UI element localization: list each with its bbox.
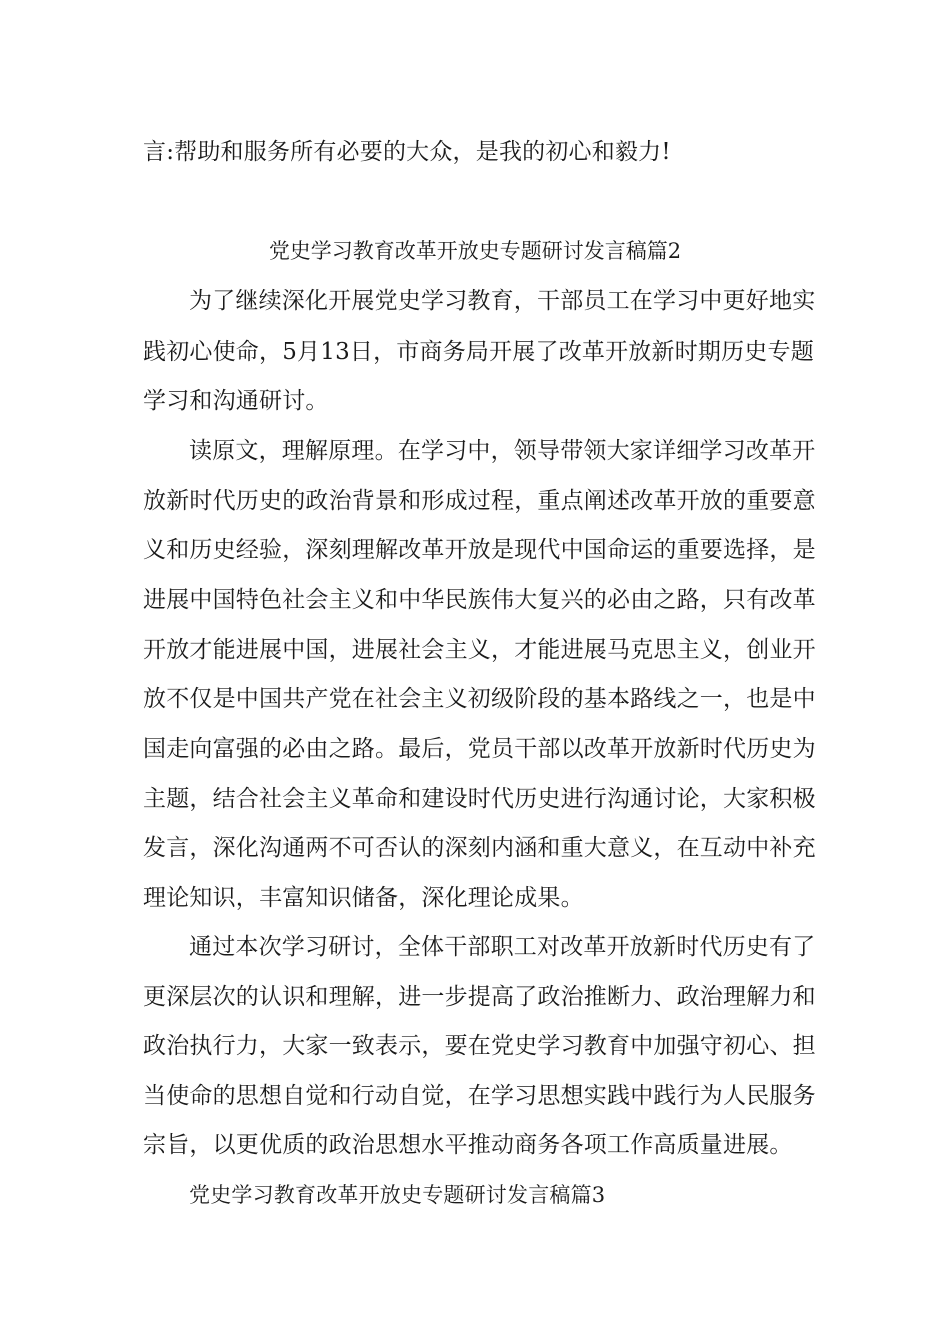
paragraph-line: 当使命的思想自觉和行动自觉，在学习思想实践中践行为人民服务 [143, 1083, 816, 1109]
paragraph-line: 发言，深化沟通两不可否认的深刻内涵和重大意义，在互动中补充 [143, 835, 816, 861]
paragraph-line: 通过本次学习研讨，全体干部职工对改革开放新时代历史有了 [189, 934, 816, 960]
paragraph-line: 主题，结合社会主义革命和建设时代历史进行沟通讨论，大家积极 [143, 786, 816, 812]
paragraph-line: 进展中国特色社会主义和中华民族伟大复兴的必由之路，只有改革 [143, 587, 816, 613]
section-3-title: 党史学习教育改革开放史专题研讨发言稿篇3 [189, 1183, 606, 1207]
paragraph-line: 放不仅是中国共产党在社会主义初级阶段的基本路线之一，也是中 [143, 686, 816, 712]
paragraph-line: 读原文，理解原理。在学习中，领导带领大家详细学习改革开 [189, 438, 816, 464]
paragraph-line: 国走向富强的必由之路。最后，党员干部以改革开放新时代历史为 [143, 736, 816, 762]
paragraph-line: 义和历史经验，深刻理解改革开放是现代中国命运的重要选择，是 [143, 537, 816, 563]
paragraph-line: 宗旨，以更优质的政治思想水平推动商务各项工作高质量进展。 [143, 1132, 793, 1158]
paragraph-line: 政治执行力，大家一致表示，要在党史学习教育中加强守初心、担 [143, 1033, 816, 1059]
paragraph-line: 开放才能进展中国，进展社会主义，才能进展马克思主义，创业开 [143, 637, 816, 663]
section-2-title: 党史学习教育改革开放史专题研讨发言稿篇2 [268, 239, 682, 263]
paragraph-line: 为了继续深化开展党史学习教育，干部员工在学习中更好地实 [189, 288, 816, 314]
intro-tail-line: 言:帮助和服务所有必要的大众，是我的初心和毅力! [143, 139, 671, 165]
paragraph-line: 更深层次的认识和理解，进一步提高了政治推断力、政治理解力和 [143, 984, 816, 1010]
paragraph-line: 践初心使命，5月13日，市商务局开展了改革开放新时期历史专题 [143, 339, 814, 365]
paragraph-line: 放新时代历史的政治背景和形成过程，重点阐述改革开放的重要意 [143, 488, 816, 514]
paragraph-line: 理论知识，丰富知识储备，深化理论成果。 [143, 885, 584, 911]
paragraph-line: 学习和沟通研讨。 [143, 388, 329, 414]
